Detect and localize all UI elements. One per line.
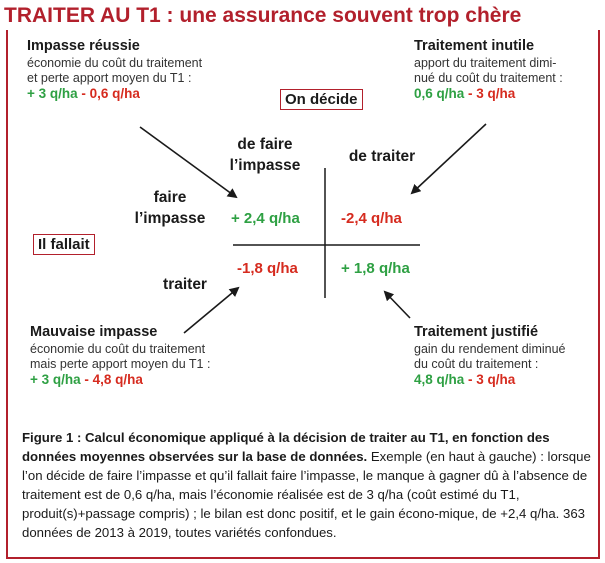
row-header-line: faire	[153, 189, 187, 206]
value-positive: + 3 q/ha	[27, 86, 78, 101]
row-header-line: l’impasse	[134, 210, 206, 227]
value-negative: 3 q/ha	[476, 86, 516, 101]
corner-desc-line: mais perte apport moyen du T1 :	[30, 357, 211, 371]
corner-desc-line: du coût du traitement :	[414, 357, 539, 371]
arrow-bottom-right	[385, 292, 410, 318]
column-header-impasse	[206, 134, 324, 176]
corner-desc-line: et perte apport moyen du T1 :	[27, 71, 192, 85]
cell-traiter-impasse: -2,4 q/ha	[341, 210, 402, 227]
value-separator: -	[464, 372, 477, 387]
value-positive: 0,6 q/ha	[414, 86, 465, 101]
figure-caption	[22, 428, 594, 542]
cell-impasse-impasse: + 2,4 q/ha	[231, 210, 300, 227]
caption-heading: Figure 1 : Calcul économique appliqué à la décision de traiter au T1, en fonction des données moyennes observées sur la base de données.	[22, 430, 550, 464]
row-header-impasse	[118, 187, 222, 229]
value-separator: -	[464, 86, 477, 101]
caption-body: Exemple (en haut à gauche) : lorsque l’on décide de faire l’impasse et qu’il fallait faire l’impasse, le manque à gagner dû à l’absence de traitement est de 0,6 q/ha, mais l’économie réalisée est de 3 q/ha (coût estimé du T1, produit(s)+passage compris) ; le bilan est donc positif, et le gain écono-mique, de +2,4 q/ha. 363 données de 2013 à 2019, toutes variétés confondues.	[22, 449, 591, 540]
column-header-traiter: de traiter	[348, 148, 416, 165]
corner-title: Traitement inutile	[414, 38, 535, 54]
corner-bottom-left	[30, 324, 210, 387]
value-negative: 0,6 q/ha	[89, 86, 140, 101]
cell-impasse-traiter: -1,8 q/ha	[237, 260, 298, 277]
corner-desc-line: gain du rendement diminué	[414, 342, 566, 356]
corner-top-left	[27, 38, 202, 101]
corner-title: Mauvaise impasse	[30, 324, 158, 340]
corner-title: Traitement justifié	[414, 324, 539, 340]
value-separator: -	[80, 372, 93, 387]
page-title: TRAITER AU T1 : une assurance souvent trop chère	[4, 4, 522, 27]
corner-desc-line: économie du coût du traitement	[30, 342, 206, 356]
value-positive: 4,8 q/ha	[414, 372, 465, 387]
corner-desc-line: économie du coût du traitement	[27, 56, 203, 70]
column-header-line: l’impasse	[229, 157, 301, 174]
corner-desc-line: nué du coût du traitement :	[414, 71, 563, 85]
value-negative: 4,8 q/ha	[92, 372, 143, 387]
row-header-traiter: traiter	[163, 276, 207, 293]
column-header-line: de faire	[237, 136, 293, 153]
corner-desc-line: apport du traitement dimi-	[414, 56, 557, 70]
corner-bottom-right	[414, 324, 566, 387]
value-positive: + 3 q/ha	[30, 372, 81, 387]
corner-top-right	[414, 38, 563, 101]
corner-title: Impasse réussie	[27, 38, 140, 54]
left-axis-label: Il fallait	[33, 234, 95, 255]
value-separator: -	[77, 86, 90, 101]
value-negative: 3 q/ha	[476, 372, 516, 387]
cell-traiter-traiter: + 1,8 q/ha	[341, 260, 410, 277]
top-axis-label: On décide	[280, 89, 363, 110]
